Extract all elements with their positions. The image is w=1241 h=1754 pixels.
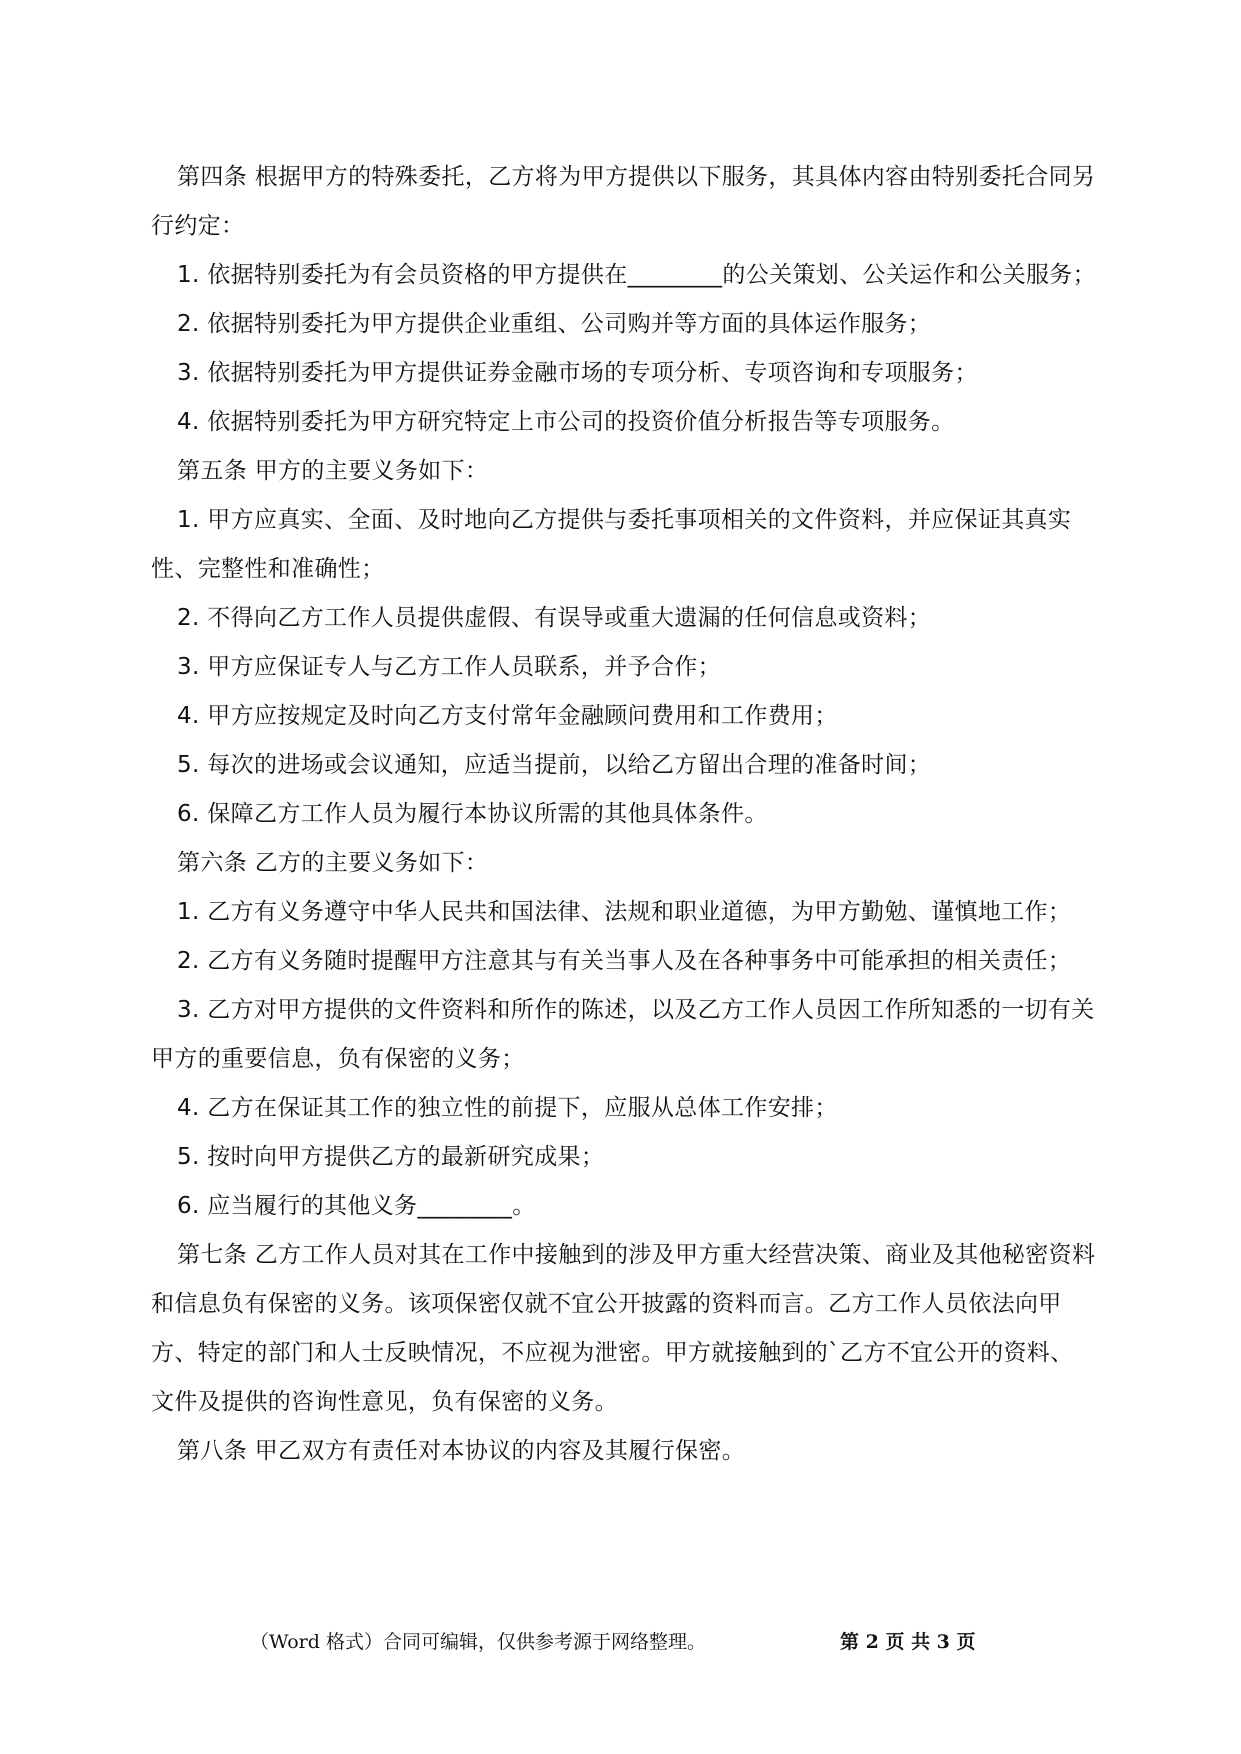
article-6-item-6: 6. 应当履行的其他义务________。 (177, 1193, 536, 1219)
article-6-heading: 第六条 乙方的主要义务如下： (177, 850, 489, 876)
article-5-item-6: 6. 保障乙方工作人员为履行本协议所需的其他具体条件。 (177, 801, 768, 827)
article-4-item-2: 2. 依据特别委托为甲方提供企业重组、公司购并等方面的具体运作服务； (177, 311, 932, 337)
article-6-item-2: 2. 乙方有义务随时提醒甲方注意其与有关当事人及在各种事务中可能承担的相关责任； (177, 948, 1072, 974)
document-body (151, 153, 1096, 1476)
article-6-item-1: 1. 乙方有义务遵守中华人民共和国法律、法规和职业道德，为甲方勤勉、谨慎地工作； (177, 899, 1072, 925)
article-6-item-4: 4. 乙方在保证其工作的独立性的前提下，应服从总体工作安排； (177, 1095, 838, 1121)
article-5-item-4: 4. 甲方应按规定及时向乙方支付常年金融顾问费用和工作费用； (177, 703, 838, 729)
article-5-item-2: 2. 不得向乙方工作人员提供虚假、有误导或重大遗漏的任何信息或资料； (177, 605, 932, 631)
article-5-item-3: 3. 甲方应保证专人与乙方工作人员联系，并予合作； (177, 654, 722, 680)
article-5-heading: 第五条 甲方的主要义务如下： (177, 458, 489, 484)
article-4-item-1: 1. 依据特别委托为有会员资格的甲方提供在________的公关策划、公关运作和公关服务； (177, 262, 1097, 288)
article-4-heading: 第四条 根据甲方的特殊委托，乙方将为甲方提供以下服务，其具体内容由特别委托合同另行约定： (151, 164, 1096, 239)
article-4-item-4: 4. 依据特别委托为甲方研究特定上市公司的投资价值分析报告等专项服务。 (177, 409, 955, 435)
article-8: 第八条 甲乙双方有责任对本协议的内容及其履行保密。 (177, 1438, 746, 1464)
article-5-item-5: 5. 每次的进场或会议通知，应适当提前，以给乙方留出合理的准备时间； (177, 752, 932, 778)
article-7: 第七条 乙方工作人员对其在工作中接触到的涉及甲方重大经营决策、商业及其他秘密资料和信息负有保密的义务。该项保密仅就不宜公开披露的资料而言。乙方工作人员依法向甲方、特定的部门和人士反映情况，不应视为泄密。甲方就接触到的`乙方不宜公开的资料、文件及提供的咨询性意见，负有保密的义务。 (151, 1242, 1096, 1415)
article-4-item-3: 3. 依据特别委托为甲方提供证券金融市场的专项分析、专项咨询和专项服务； (177, 360, 978, 386)
page-footer (0, 1627, 1241, 1657)
article-6-item-5: 5. 按时向甲方提供乙方的最新研究成果； (177, 1144, 605, 1170)
article-6-item-3: 3. 乙方对甲方提供的文件资料和所作的陈述，以及乙方工作人员因工作所知悉的一切有关甲方的重要信息，负有保密的义务； (151, 997, 1095, 1072)
article-5-item-1: 1. 甲方应真实、全面、及时地向乙方提供与委托事项相关的文件资料，并应保证其真实性、完整性和准确性； (151, 507, 1072, 582)
page-number: 第 2 页 共 3 页 (840, 1631, 976, 1653)
footer-note: （Word 格式）合同可编辑，仅供参考源于网络整理。 (250, 1631, 706, 1653)
